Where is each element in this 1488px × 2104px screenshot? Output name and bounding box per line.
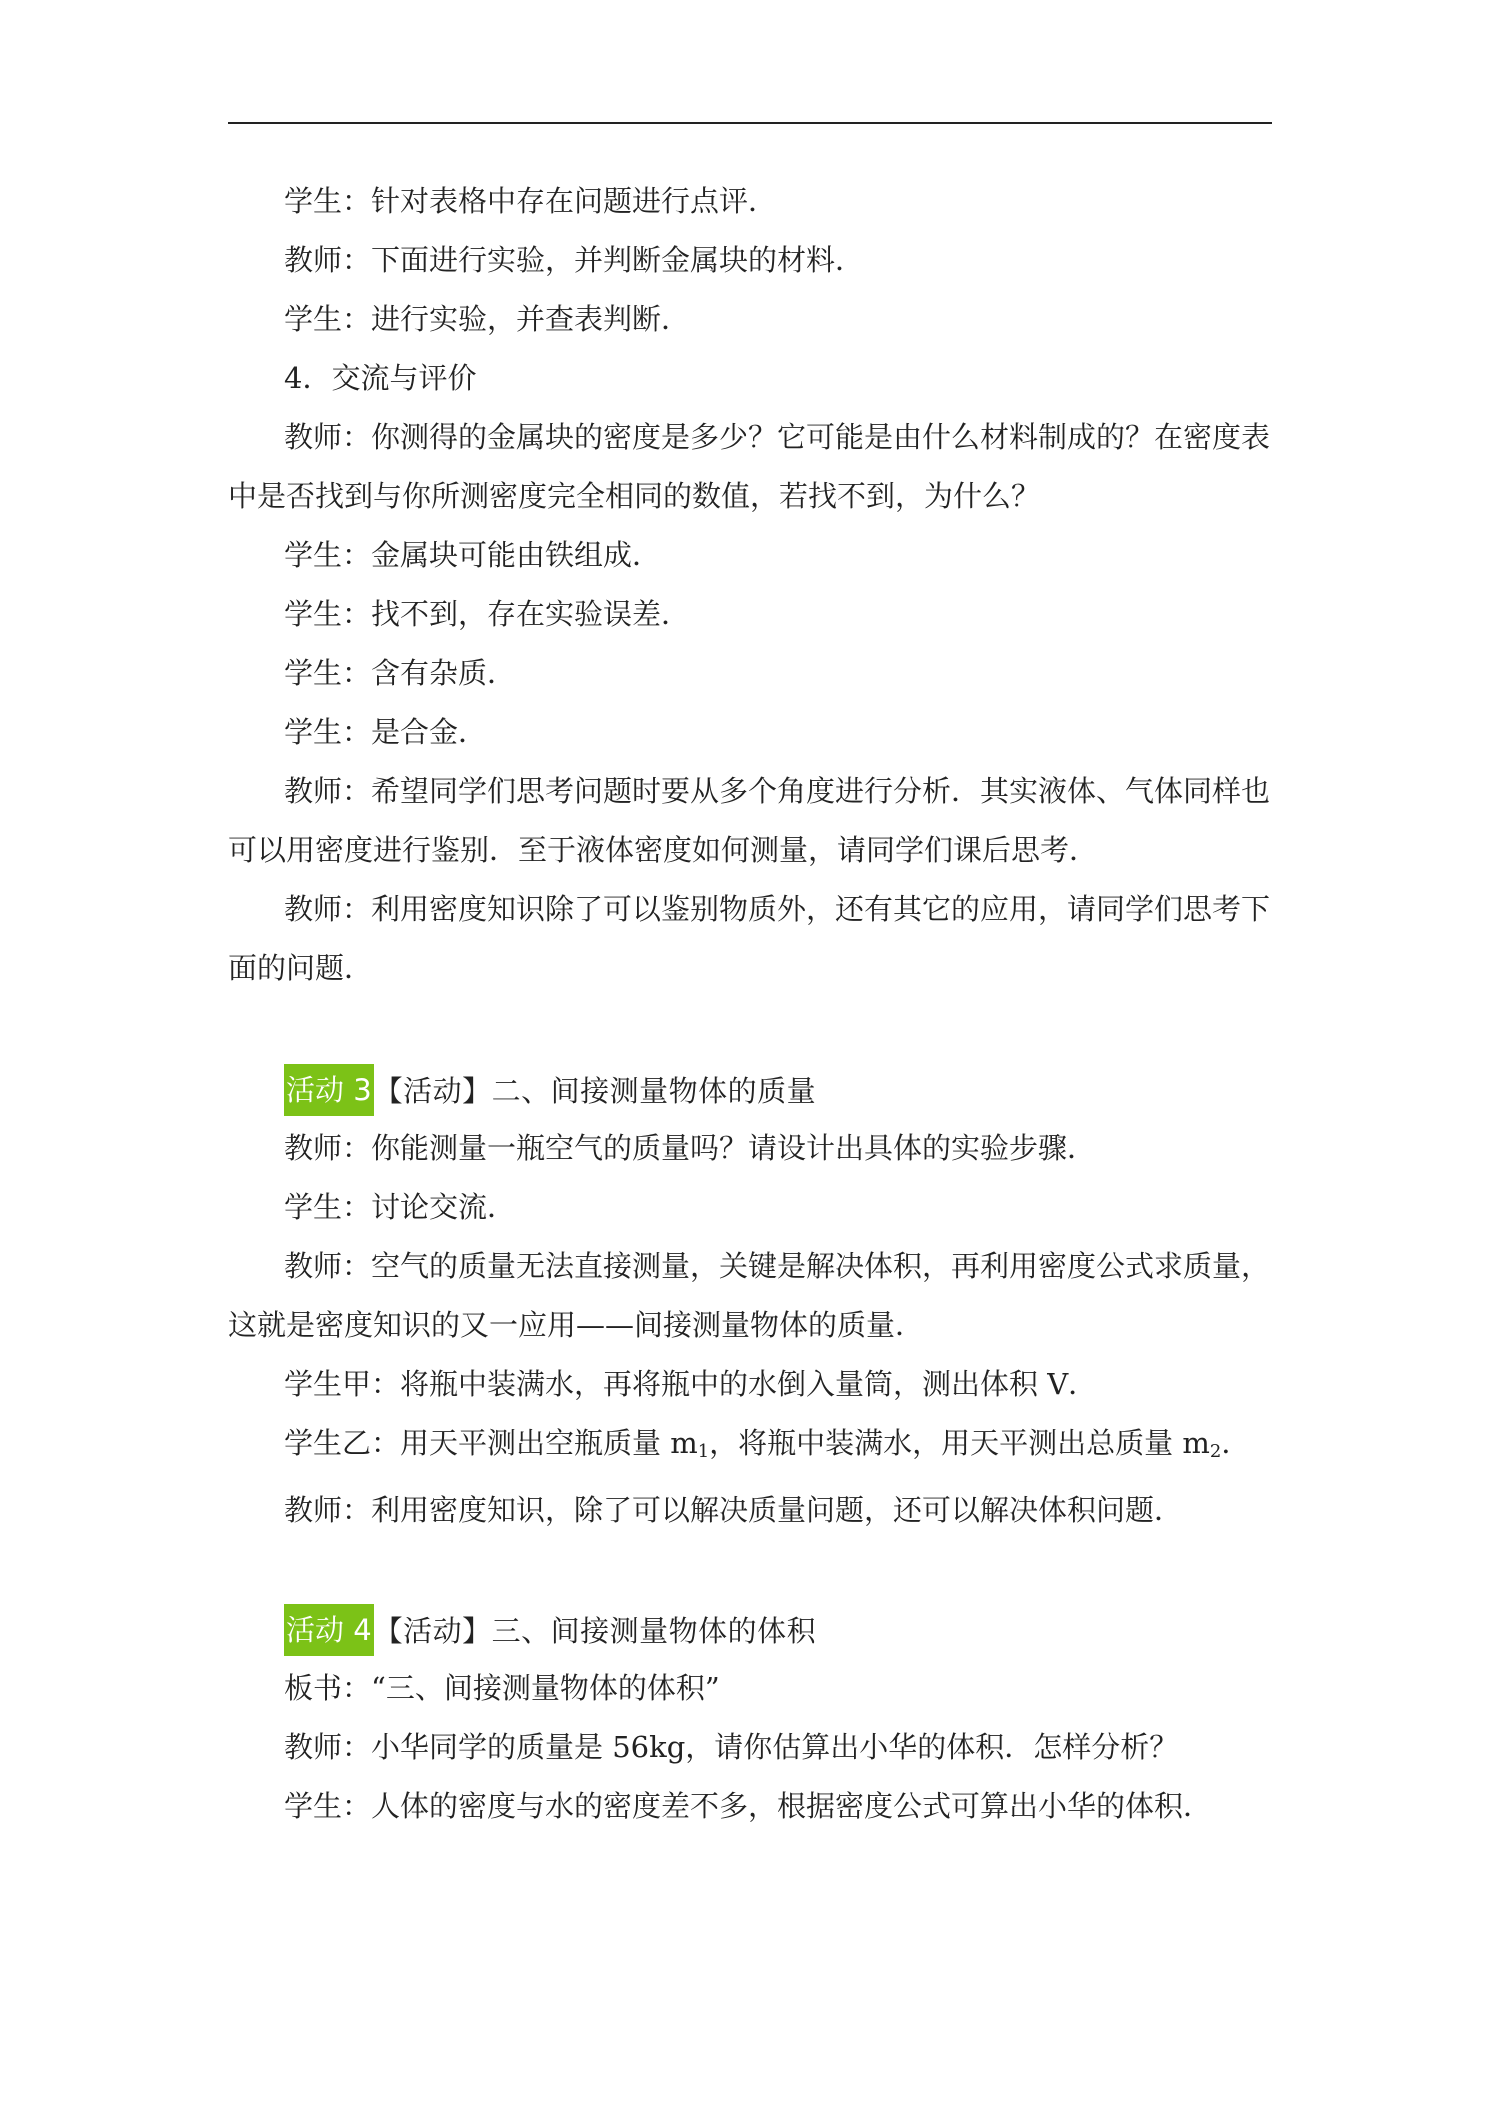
activity-4-heading: [284, 1600, 1272, 1659]
header-rule: [228, 122, 1272, 124]
paragraph: 教师：希望同学们思考问题时要从多个角度进行分析．其实液体、气体同样也可以用密度进行鉴别．至于液体密度如何测量，请同学们课后思考．: [228, 774, 1271, 867]
paragraph: 教师：空气的质量无法直接测量，关键是解决体积，再利用密度公式求质量，这就是密度知识的又一应用——间接测量物体的质量．: [228, 1249, 1271, 1342]
activity-3-heading: [284, 1060, 1272, 1119]
activity-4-title: 【活动】三、间接测量物体的体积: [373, 1614, 817, 1648]
paragraph: 学生：人体的密度与水的密度差不多，根据密度公式可算出小华的体积．: [284, 1789, 1213, 1823]
paragraph: 板书：“三、间接测量物体的体积”: [284, 1671, 720, 1705]
activity-3-badge: 活动 3: [284, 1064, 374, 1116]
paragraph: 教师：下面进行实验，并判断金属块的材料．: [284, 243, 865, 277]
paragraph-mass: 学生乙：用天平测出空瓶质量 $m_1$，将瓶中装满水，用天平测出总质量 $m_2$．: [284, 1426, 1251, 1462]
paragraph: 学生：针对表格中存在问题进行点评．: [284, 184, 778, 218]
section-heading: 4．交流与评价: [284, 361, 477, 395]
paragraph: 教师：利用密度知识，除了可以解决质量问题，还可以解决体积问题．: [284, 1493, 1184, 1527]
paragraph: 学生甲：将瓶中装满水，再将瓶中的水倒入量筒，测出体积 V．: [284, 1367, 1098, 1401]
paragraph: 教师：小华同学的质量是 56kg，请你估算出小华的体积．怎样分析？: [284, 1730, 1179, 1764]
paragraph: 教师：你能测量一瓶空气的质量吗？请设计出具体的实验步骤．: [284, 1131, 1097, 1165]
paragraph: 学生：进行实验，并查表判断．: [284, 302, 691, 336]
activity-3-title: 【活动】二、间接测量物体的质量: [373, 1074, 817, 1108]
document-body: [228, 172, 1272, 1836]
paragraph: 学生：含有杂质．: [284, 656, 517, 690]
paragraph: 学生：找不到，存在实验误差．: [284, 597, 691, 631]
activity-4-badge: 活动 4: [284, 1604, 374, 1656]
paragraph: 学生：讨论交流．: [284, 1190, 517, 1224]
paragraph: 学生：金属块可能由铁组成．: [284, 538, 662, 572]
paragraph: 学生：是合金．: [284, 715, 488, 749]
paragraph: 教师：利用密度知识除了可以鉴别物质外，还有其它的应用，请同学们思考下面的问题．: [228, 892, 1271, 985]
paragraph: 教师：你测得的金属块的密度是多少？它可能是由什么材料制成的？在密度表中是否找到与你所测密度完全相同的数值，若找不到，为什么？: [228, 420, 1271, 513]
